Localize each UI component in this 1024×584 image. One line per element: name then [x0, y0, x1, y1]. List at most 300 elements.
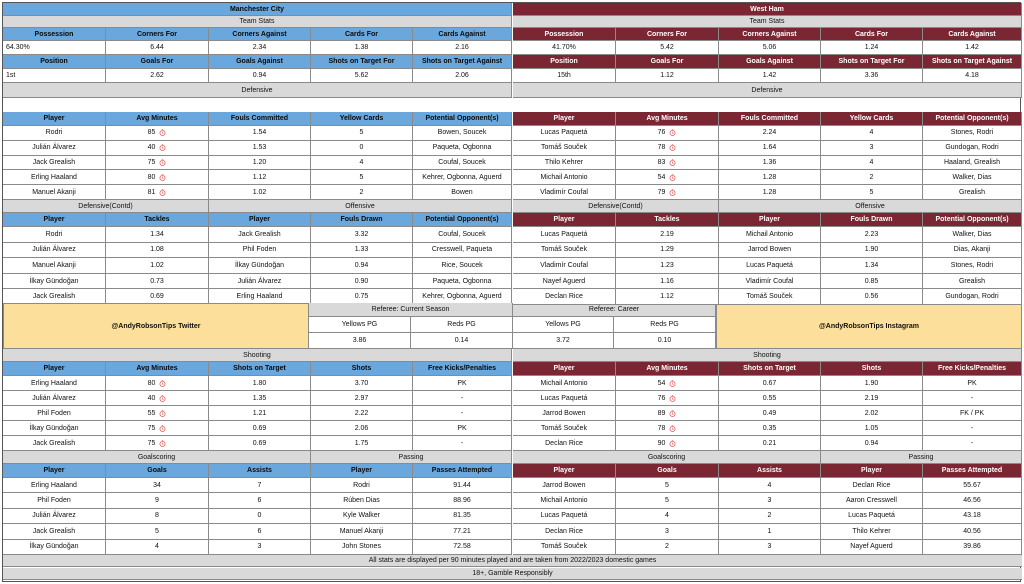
td: Michail Antonio [513, 170, 616, 185]
td: 1.34 [106, 227, 209, 243]
westham-team-block [513, 3, 1022, 112]
td: 1.54 [209, 126, 311, 141]
td: 5 [311, 170, 413, 185]
city-goalscoring-title: Goalscoring [3, 451, 311, 464]
td: 0.69 [209, 421, 311, 436]
th: Free Kicks/Penalties [923, 362, 1022, 376]
th: Yellow Cards [311, 112, 413, 126]
th: Player [209, 213, 311, 227]
th: Tackles [616, 213, 719, 227]
td: 5.62 [311, 69, 413, 83]
th: Fouls Committed [719, 112, 821, 126]
th: Shots on Target [719, 362, 821, 376]
th: Corners For [616, 28, 719, 41]
td: Grealish [923, 274, 1022, 290]
td: 2.19 [616, 227, 719, 243]
td: Kehrer, Ogbonna, Aguerd [413, 289, 512, 305]
td: - [923, 436, 1022, 451]
td: 5 [616, 493, 719, 508]
westham-passing-title: Passing [821, 451, 1022, 464]
th: Player [821, 464, 923, 478]
td: 2.19 [821, 391, 923, 406]
td: 39.86 [923, 540, 1022, 555]
th: Cards For [311, 28, 413, 41]
td: 0.55 [719, 391, 821, 406]
td: 40.56 [923, 524, 1022, 539]
westham-shooting-title: Shooting [513, 349, 1022, 362]
td: 7 [209, 478, 311, 493]
td: Erling Haaland [3, 170, 106, 185]
td: 89 [616, 406, 719, 421]
td: Tomáš Souček [513, 421, 616, 436]
stopwatch-icon [669, 425, 676, 432]
td: - [413, 406, 512, 421]
td: Bowen, Soucek [413, 126, 512, 141]
td: 0.85 [821, 274, 923, 290]
footer-note: All stats are displayed per 90 minutes played and are taken from 2022/2023 domestic games [3, 555, 1022, 567]
th: Yellow Cards [821, 112, 923, 126]
td: 4 [821, 156, 923, 171]
city-offensive-title: Offensive [209, 200, 512, 213]
th: Player [513, 362, 616, 376]
td: 0.56 [821, 289, 923, 305]
td: 75 [106, 156, 209, 171]
footer-gamble: 18+, Gamble Responsibly [3, 568, 1022, 580]
td: Vladimír Coufal [719, 274, 821, 290]
td: 1.64 [719, 141, 821, 156]
td: 3.36 [821, 69, 923, 83]
westham-defensive-table [513, 112, 1022, 200]
td: 1.42 [923, 41, 1022, 55]
th: Shots [821, 362, 923, 376]
td: 1.05 [821, 421, 923, 436]
th: Player [311, 464, 413, 478]
td: Lucas Paquetá [719, 258, 821, 274]
th: Position [3, 55, 106, 69]
city-team-name: Manchester City [3, 3, 512, 16]
th: Goals [106, 464, 209, 478]
td: 1.02 [209, 185, 311, 200]
td: Vladimír Coufal [513, 185, 616, 200]
td: 0.67 [719, 376, 821, 391]
td: 5 [311, 126, 413, 141]
td: 54 [616, 170, 719, 185]
td: 1.53 [209, 141, 311, 156]
td: 1.21 [209, 406, 311, 421]
td: Yellows PG [513, 317, 614, 333]
stopwatch-icon [159, 189, 166, 196]
westham-team-stats-title: Team Stats [513, 16, 1022, 28]
stopwatch-icon [669, 159, 676, 166]
th: Goals Against [209, 55, 311, 69]
td: 4 [719, 478, 821, 493]
td: 1.90 [821, 376, 923, 391]
th: Shots on Target Against [413, 55, 512, 69]
td: 1.12 [616, 69, 719, 83]
td: 0.94 [821, 436, 923, 451]
westham-goals-passing-table [513, 451, 1022, 555]
th: Goals [616, 464, 719, 478]
th: Cards Against [413, 28, 512, 41]
td: Erling Haaland [209, 289, 311, 305]
td: Jack Grealish [3, 289, 106, 305]
westham-team-name: West Ham [513, 3, 1022, 16]
td: 5.06 [719, 41, 821, 55]
td: 75 [106, 421, 209, 436]
td: Coufal, Soucek [413, 156, 512, 171]
th: Possession [513, 28, 616, 41]
td: Jack Grealish [3, 436, 106, 451]
td: 2.62 [106, 69, 209, 83]
th: Fouls Drawn [821, 213, 923, 227]
referee-career-title: Referee: Career [513, 303, 716, 317]
td: 1st [3, 69, 106, 83]
td: Bowen [413, 185, 512, 200]
stopwatch-icon [159, 159, 166, 166]
th: Corners Against [209, 28, 311, 41]
td: Haaland, Grealish [923, 156, 1022, 171]
td: 0 [311, 141, 413, 156]
td: 2.22 [311, 406, 413, 421]
td: 9 [106, 493, 209, 508]
td: 3 [719, 493, 821, 508]
th: Goals For [106, 55, 209, 69]
th: Shots on Target For [821, 55, 923, 69]
td: Manuel Akanji [311, 524, 413, 539]
td: Rodri [311, 478, 413, 493]
td: 0.94 [311, 258, 413, 274]
td: 46.56 [923, 493, 1022, 508]
td: Declan Rice [821, 478, 923, 493]
td: Reds PG [411, 317, 513, 333]
td: Yellows PG [309, 317, 411, 333]
stopwatch-icon [159, 144, 166, 151]
td: 1.28 [719, 170, 821, 185]
td: - [413, 436, 512, 451]
td: Gundogan, Rodri [923, 141, 1022, 156]
td: 40 [106, 391, 209, 406]
td: İlkay Gündoğan [3, 274, 106, 290]
td: 4 [311, 156, 413, 171]
th: Player [3, 464, 106, 478]
td: 0.10 [614, 333, 716, 349]
td: 4 [616, 509, 719, 524]
th: Possession [3, 28, 106, 41]
td: Declan Rice [513, 436, 616, 451]
td: PK [413, 421, 512, 436]
td: Julián Álvarez [209, 274, 311, 290]
stopwatch-icon [159, 440, 166, 447]
stopwatch-icon [159, 410, 166, 417]
td: 2.06 [311, 421, 413, 436]
td: 4 [821, 126, 923, 141]
td: Jarrod Bowen [719, 243, 821, 259]
td: 1.42 [719, 69, 821, 83]
westham-contd-offensive-table [513, 200, 1022, 305]
td: İlkay Gündoğan [3, 421, 106, 436]
td: 83 [616, 156, 719, 171]
td: 6 [209, 524, 311, 539]
th: Shots on Target For [311, 55, 413, 69]
th: Avg Minutes [616, 362, 719, 376]
th: Free Kicks/Penalties [413, 362, 512, 376]
td: 3 [821, 141, 923, 156]
th: Corners Against [719, 28, 821, 41]
td: 3.32 [311, 227, 413, 243]
td: 1.08 [106, 243, 209, 259]
th: Player [513, 112, 616, 126]
city-def-contd-title: Defensive(Contd) [3, 200, 209, 213]
th: Shots on Target [209, 362, 311, 376]
td: 54 [616, 376, 719, 391]
td: 1.38 [311, 41, 413, 55]
td: 79 [616, 185, 719, 200]
th: Cards Against [923, 28, 1022, 41]
td: Cresswell, Paqueta [413, 243, 512, 259]
city-shooting-table [3, 349, 512, 451]
stopwatch-icon [669, 440, 676, 447]
td: 2.23 [821, 227, 923, 243]
td: 1.90 [821, 243, 923, 259]
td: Nayef Aguerd [821, 540, 923, 555]
td: Michail Antonio [719, 227, 821, 243]
td: Lucas Paquetá [513, 509, 616, 524]
td: Phil Foden [209, 243, 311, 259]
td: John Stones [311, 540, 413, 555]
th: Avg Minutes [616, 112, 719, 126]
stopwatch-icon [159, 129, 166, 136]
westham-shooting-table [513, 349, 1022, 451]
td: 1.75 [311, 436, 413, 451]
td: 55.67 [923, 478, 1022, 493]
th: Assists [209, 464, 311, 478]
td: 1.28 [719, 185, 821, 200]
td: 2 [719, 509, 821, 524]
td: 8 [106, 509, 209, 524]
td: 1.24 [821, 41, 923, 55]
td: 3.72 [513, 333, 614, 349]
td: 2 [821, 170, 923, 185]
td: 40 [106, 141, 209, 156]
th: Fouls Drawn [311, 213, 413, 227]
th: Player [3, 112, 106, 126]
twitter-banner[interactable]: @AndyRobsonTips Twitter [3, 303, 309, 349]
td: 3.86 [309, 333, 411, 349]
td: 1 [719, 524, 821, 539]
td: 76 [616, 126, 719, 141]
td: Lucas Paquetá [513, 227, 616, 243]
stats-sheet [2, 2, 1021, 582]
th: Shots on Target Against [923, 55, 1022, 69]
td: 1.34 [821, 258, 923, 274]
td: Walker, Dias [923, 227, 1022, 243]
td: 6.44 [106, 41, 209, 55]
td: - [923, 391, 1022, 406]
td: 80 [106, 170, 209, 185]
td: Michail Antonio [513, 376, 616, 391]
th: Player [3, 213, 106, 227]
stopwatch-icon [669, 129, 676, 136]
td: 2.34 [209, 41, 311, 55]
th: Potential Opponent(s) [923, 213, 1022, 227]
th: Cards For [821, 28, 923, 41]
td: Dias, Akanji [923, 243, 1022, 259]
stopwatch-icon [669, 380, 676, 387]
th: Corners For [106, 28, 209, 41]
referee-table [309, 303, 716, 349]
td: Kyle Walker [311, 509, 413, 524]
stopwatch-icon [669, 189, 676, 196]
city-contd-offensive-table [3, 200, 512, 305]
td: 2.24 [719, 126, 821, 141]
td: 0.21 [719, 436, 821, 451]
th: Player [719, 213, 821, 227]
td: 3 [209, 540, 311, 555]
td: FK / PK [923, 406, 1022, 421]
td: İlkay Gündoğan [3, 540, 106, 555]
td: Erling Haaland [3, 376, 106, 391]
td: 88.96 [413, 493, 512, 508]
city-defensive-table [3, 112, 512, 200]
th: Goals Against [719, 55, 821, 69]
th: Potential Opponent(s) [923, 112, 1022, 126]
stopwatch-icon [159, 174, 166, 181]
td: 5 [821, 185, 923, 200]
stopwatch-icon [159, 380, 166, 387]
th: Assists [719, 464, 821, 478]
td: 55 [106, 406, 209, 421]
td: 90 [616, 436, 719, 451]
td: Phil Foden [3, 406, 106, 421]
td: Paqueta, Ogbonna [413, 141, 512, 156]
stopwatch-icon [669, 144, 676, 151]
td: 1.80 [209, 376, 311, 391]
td: 81 [106, 185, 209, 200]
td: 72.58 [413, 540, 512, 555]
th: Fouls Committed [209, 112, 311, 126]
td: 64.30% [3, 41, 106, 55]
td: İlkay Gündoğan [209, 258, 311, 274]
td: 5 [616, 478, 719, 493]
td: Vladimír Coufal [513, 258, 616, 274]
td: 4.18 [923, 69, 1022, 83]
td: Phil Foden [3, 493, 106, 508]
th: Avg Minutes [106, 362, 209, 376]
td: 0.75 [311, 289, 413, 305]
td: 0 [209, 509, 311, 524]
td: 2.97 [311, 391, 413, 406]
td: Michail Antonio [513, 493, 616, 508]
td: 1.36 [719, 156, 821, 171]
td: 0.35 [719, 421, 821, 436]
td: 77.21 [413, 524, 512, 539]
td: 81.35 [413, 509, 512, 524]
stopwatch-icon [159, 425, 166, 432]
referee-current-title: Referee: Current Season [309, 303, 513, 317]
td: 1.20 [209, 156, 311, 171]
td: Jack Grealish [3, 156, 106, 171]
td: Lucas Paquetá [513, 391, 616, 406]
td: 4 [106, 540, 209, 555]
city-shooting-title: Shooting [3, 349, 512, 362]
td: 0.94 [209, 69, 311, 83]
city-team-stats-title: Team Stats [3, 16, 512, 28]
instagram-banner[interactable]: @AndyRobsonTips Instagram [716, 303, 1022, 349]
td: Tomáš Souček [513, 141, 616, 156]
td: 3.70 [311, 376, 413, 391]
td: 80 [106, 376, 209, 391]
td: 34 [106, 478, 209, 493]
td: - [413, 391, 512, 406]
td: 85 [106, 126, 209, 141]
th: Avg Minutes [106, 112, 209, 126]
td: Lucas Paquetá [821, 509, 923, 524]
td: 0.14 [411, 333, 513, 349]
th: Tackles [106, 213, 209, 227]
td: 2.16 [413, 41, 512, 55]
th: Potential Opponent(s) [413, 213, 512, 227]
td: Thilo Kehrer [513, 156, 616, 171]
td: Manuel Akanji [3, 185, 106, 200]
td: Stones, Rodri [923, 258, 1022, 274]
td: Jarrod Bowen [513, 406, 616, 421]
td: 1.16 [616, 274, 719, 290]
td: Stones, Rodri [923, 126, 1022, 141]
westham-def-contd-title: Defensive(Contd) [513, 200, 719, 213]
td: 0.69 [209, 436, 311, 451]
td: Declan Rice [513, 289, 616, 305]
td: Lucas Paquetá [513, 126, 616, 141]
td: 15th [513, 69, 616, 83]
td: Jack Grealish [209, 227, 311, 243]
th: Player [3, 362, 106, 376]
td: Rodri [3, 126, 106, 141]
td: Rodri [3, 227, 106, 243]
td: Manuel Akanji [3, 258, 106, 274]
td: Rice, Soucek [413, 258, 512, 274]
td: Jack Grealish [3, 524, 106, 539]
td: 1.33 [311, 243, 413, 259]
td: 0.73 [106, 274, 209, 290]
td: PK [923, 376, 1022, 391]
westham-goalscoring-title: Goalscoring [513, 451, 821, 464]
td: 43.18 [923, 509, 1022, 524]
stopwatch-icon [669, 410, 676, 417]
td: Jarrod Bowen [513, 478, 616, 493]
td: 6 [209, 493, 311, 508]
td: Gundogan, Rodri [923, 289, 1022, 305]
th: Shots [311, 362, 413, 376]
td: 2.02 [821, 406, 923, 421]
td: 1.12 [209, 170, 311, 185]
td: 75 [106, 436, 209, 451]
th: Potential Opponent(s) [413, 112, 512, 126]
td: 1.12 [616, 289, 719, 305]
td: Coufal, Soucek [413, 227, 512, 243]
td: Tomáš Souček [513, 243, 616, 259]
td: 41.70% [513, 41, 616, 55]
td: 5.42 [616, 41, 719, 55]
city-goals-passing-table [3, 451, 512, 555]
city-team-block [3, 3, 512, 112]
td: Rúben Dias [311, 493, 413, 508]
td: Erling Haaland [3, 478, 106, 493]
td: Julián Álvarez [3, 509, 106, 524]
td: 1.23 [616, 258, 719, 274]
td: Walker, Dias [923, 170, 1022, 185]
td: 2 [616, 540, 719, 555]
td: 2.06 [413, 69, 512, 83]
